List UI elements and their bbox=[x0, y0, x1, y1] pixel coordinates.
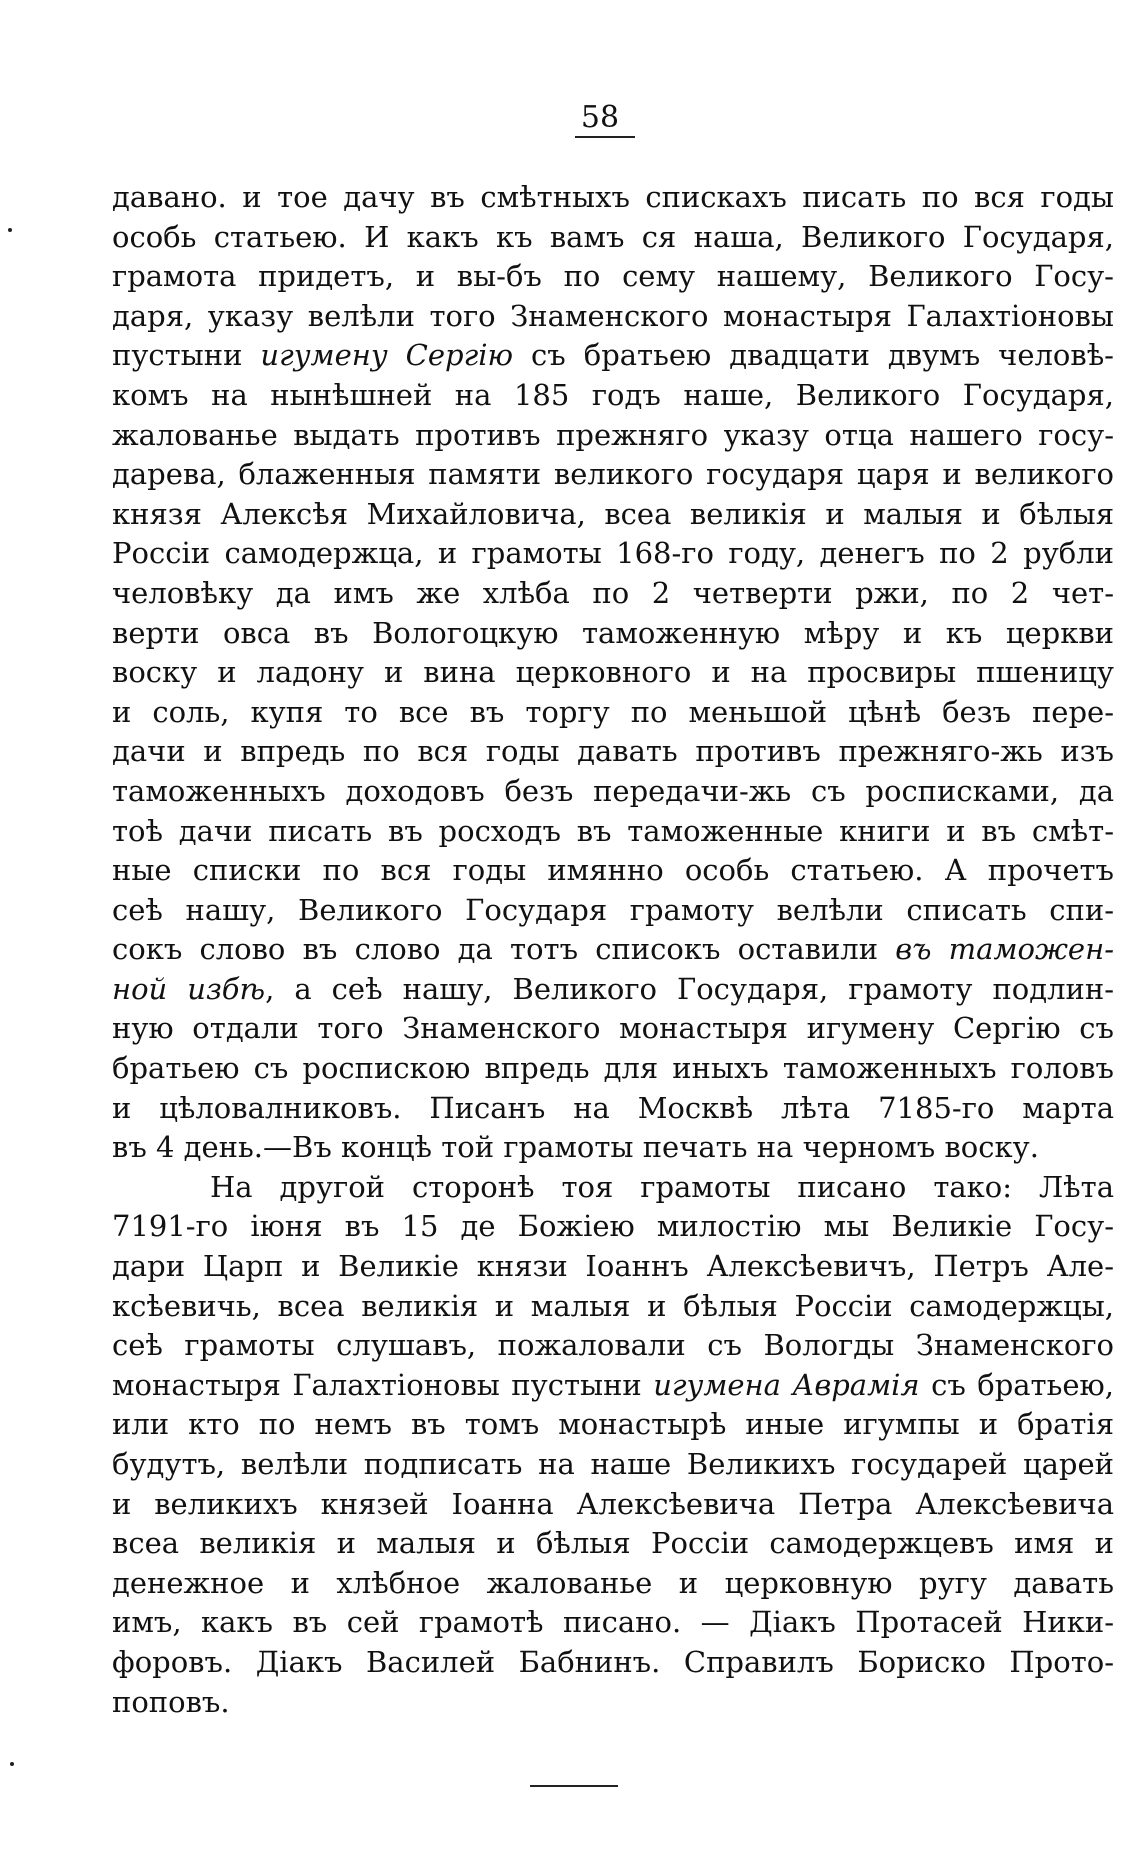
text-run: сокъ слово въ слово да тотъ списокъ оставили bbox=[112, 932, 896, 967]
text-line bbox=[112, 1128, 1114, 1168]
scan-speck bbox=[8, 228, 12, 232]
text-line bbox=[112, 1009, 1114, 1049]
text-run: князя Алексѣя Михайловича, всеа великія и малыя и бѣлыя bbox=[112, 496, 1114, 531]
text-line bbox=[112, 1247, 1114, 1287]
text-run: человѣку да имъ же хлѣба по 2 четверти ржи, по 2 чет- bbox=[112, 575, 1114, 610]
text-run: дарева, блаженныя памяти великого государя царя и великого bbox=[112, 457, 1114, 492]
text-run: ные списки по вся годы имянно особь статьею. А прочетъ bbox=[112, 853, 1114, 888]
page-number-underline bbox=[575, 136, 635, 138]
text-run: грамота придетъ, и вы-бъ по сему нашему, Великого Госу- bbox=[112, 259, 1114, 294]
text-run: воску и ладону и вина церковного и на просвиры пшеницу bbox=[112, 655, 1114, 690]
text-run: монастыря Галахтіоновы пустыни bbox=[112, 1367, 654, 1402]
text-line bbox=[112, 376, 1114, 416]
text-line bbox=[112, 1405, 1114, 1445]
text-line bbox=[112, 812, 1114, 852]
text-line bbox=[112, 614, 1114, 654]
italic-phrase: въ таможен- bbox=[895, 932, 1114, 967]
text-run: и соль, купя то все въ торгу по меньшой цѣнѣ безъ пере- bbox=[112, 694, 1114, 729]
text-run: На другой сторонѣ тоя грамоты писано тако: Лѣта bbox=[210, 1169, 1114, 1204]
text-line bbox=[112, 1287, 1114, 1327]
text-line bbox=[112, 1643, 1114, 1683]
text-line bbox=[112, 1168, 1114, 1208]
text-line bbox=[112, 534, 1114, 574]
text-run: сеѣ нашу, Великого Государя грамоту велѣли списать спи- bbox=[112, 892, 1114, 927]
text-line bbox=[112, 1564, 1114, 1604]
text-line bbox=[112, 1683, 1114, 1723]
text-line bbox=[112, 1207, 1114, 1247]
text-run: ксѣевичь, всеа великія и малыя и бѣлыя Россіи самодержцы, bbox=[112, 1288, 1114, 1323]
text-line bbox=[112, 1524, 1114, 1564]
text-run: съ братьею двадцати двумъ человѣ- bbox=[513, 338, 1114, 373]
text-run: имъ, какъ въ сей грамотѣ писано. — Діакъ Протасей Ники- bbox=[112, 1605, 1114, 1640]
text-line bbox=[112, 1485, 1114, 1525]
italic-phrase: игумена Аврамія bbox=[653, 1367, 920, 1402]
text-run: даря, указу велѣли того Знаменского монастыря Галахтіоновы bbox=[112, 298, 1114, 333]
text-run: жалованье выдать противъ прежняго указу отца нашего госу- bbox=[112, 417, 1114, 452]
text-line bbox=[112, 693, 1114, 733]
text-run: денежное и хлѣбное жалованье и церковную ругу давать bbox=[112, 1565, 1114, 1600]
text-line bbox=[112, 891, 1114, 931]
text-line bbox=[112, 1603, 1114, 1643]
italic-phrase: ной избѣ bbox=[112, 971, 266, 1006]
text-line bbox=[112, 257, 1114, 297]
page-number: 58 bbox=[580, 100, 620, 135]
text-line bbox=[112, 653, 1114, 693]
body-text bbox=[112, 178, 1114, 1722]
text-line bbox=[112, 970, 1114, 1010]
text-line bbox=[112, 178, 1114, 218]
text-run: дачи и впредь по вся годы давать противъ прежняго-жь изъ bbox=[112, 734, 1114, 769]
text-run: дари Царп и Великіе князи Іоаннъ Алексѣевичъ, Петръ Але- bbox=[112, 1249, 1114, 1284]
text-run: будутъ, велѣли подписать на наше Великихъ государей царей bbox=[112, 1447, 1114, 1481]
italic-phrase: игумену Сергію bbox=[260, 338, 514, 373]
text-line bbox=[112, 732, 1114, 772]
text-line bbox=[112, 772, 1114, 812]
text-run: братьею съ роспискою впредь для иныхъ таможенныхъ головъ bbox=[112, 1051, 1114, 1086]
text-run: Россіи самодержца, и грамоты 168-го году, денегъ по 2 рубли bbox=[112, 536, 1114, 571]
text-run: и цѣловалниковъ. Писанъ на Москвѣ лѣта 7185-го марта bbox=[112, 1090, 1114, 1125]
text-line bbox=[112, 495, 1114, 535]
text-line bbox=[112, 1326, 1114, 1366]
text-line bbox=[112, 1049, 1114, 1089]
scan-speck bbox=[10, 1762, 14, 1766]
text-run: форовъ. Діакъ Василей Бабнинъ. Справилъ Бориско Прото- bbox=[112, 1644, 1114, 1679]
text-line bbox=[112, 574, 1114, 614]
text-run: давано. и тое дачу въ смѣтныхъ спискахъ писать по вся годы bbox=[112, 180, 1114, 214]
text-line bbox=[112, 1366, 1114, 1406]
text-run: ную отдали того Знаменского монастыря игумену Сергію съ bbox=[112, 1011, 1114, 1046]
text-run: поповъ. bbox=[112, 1684, 230, 1719]
text-line bbox=[112, 1445, 1114, 1485]
text-line bbox=[112, 1089, 1114, 1129]
text-run: или кто по немъ въ томъ монастырѣ иные игумпы и братія bbox=[112, 1407, 1114, 1442]
text-line bbox=[112, 218, 1114, 258]
text-run: особь статьею. И какъ къ вамъ ся наша, Великого Государя, bbox=[112, 219, 1114, 254]
text-run: всеа великія и малыя и бѣлыя Россіи самодержцевъ имя и bbox=[112, 1526, 1114, 1561]
text-line bbox=[112, 455, 1114, 495]
text-run: комъ на нынѣшней на 185 годъ наше, Великого Государя, bbox=[112, 377, 1114, 412]
text-line bbox=[112, 297, 1114, 337]
text-run: таможенныхъ доходовъ безъ передачи-жь съ росписками, да bbox=[112, 773, 1114, 808]
text-run: , а сеѣ нашу, Великого Государя, грамоту подлин- bbox=[265, 971, 1114, 1006]
text-run: верти овса въ Вологоцкую таможенную мѣру и къ церкви bbox=[112, 615, 1114, 650]
text-line bbox=[112, 336, 1114, 376]
text-run: пустыни bbox=[112, 338, 261, 373]
text-run: съ братьею, bbox=[919, 1367, 1115, 1402]
end-rule bbox=[530, 1785, 618, 1787]
text-run: сеѣ грамоты слушавъ, пожаловали съ Вологды Знаменского bbox=[112, 1328, 1114, 1363]
text-run: тоѣ дачи писать въ росходъ въ таможенные книги и въ смѣт- bbox=[112, 813, 1114, 848]
text-line bbox=[112, 930, 1114, 970]
text-line bbox=[112, 851, 1114, 891]
text-run: въ 4 день.—Въ концѣ той грамоты печать на черномъ воску. bbox=[112, 1130, 1039, 1165]
text-run: и великихъ князей Іоанна Алексѣевича Петра Алексѣевича bbox=[112, 1486, 1114, 1521]
text-line bbox=[112, 416, 1114, 456]
text-run: 7191-го іюня въ 15 де Божіею милостію мы Великіе Госу- bbox=[112, 1209, 1114, 1244]
